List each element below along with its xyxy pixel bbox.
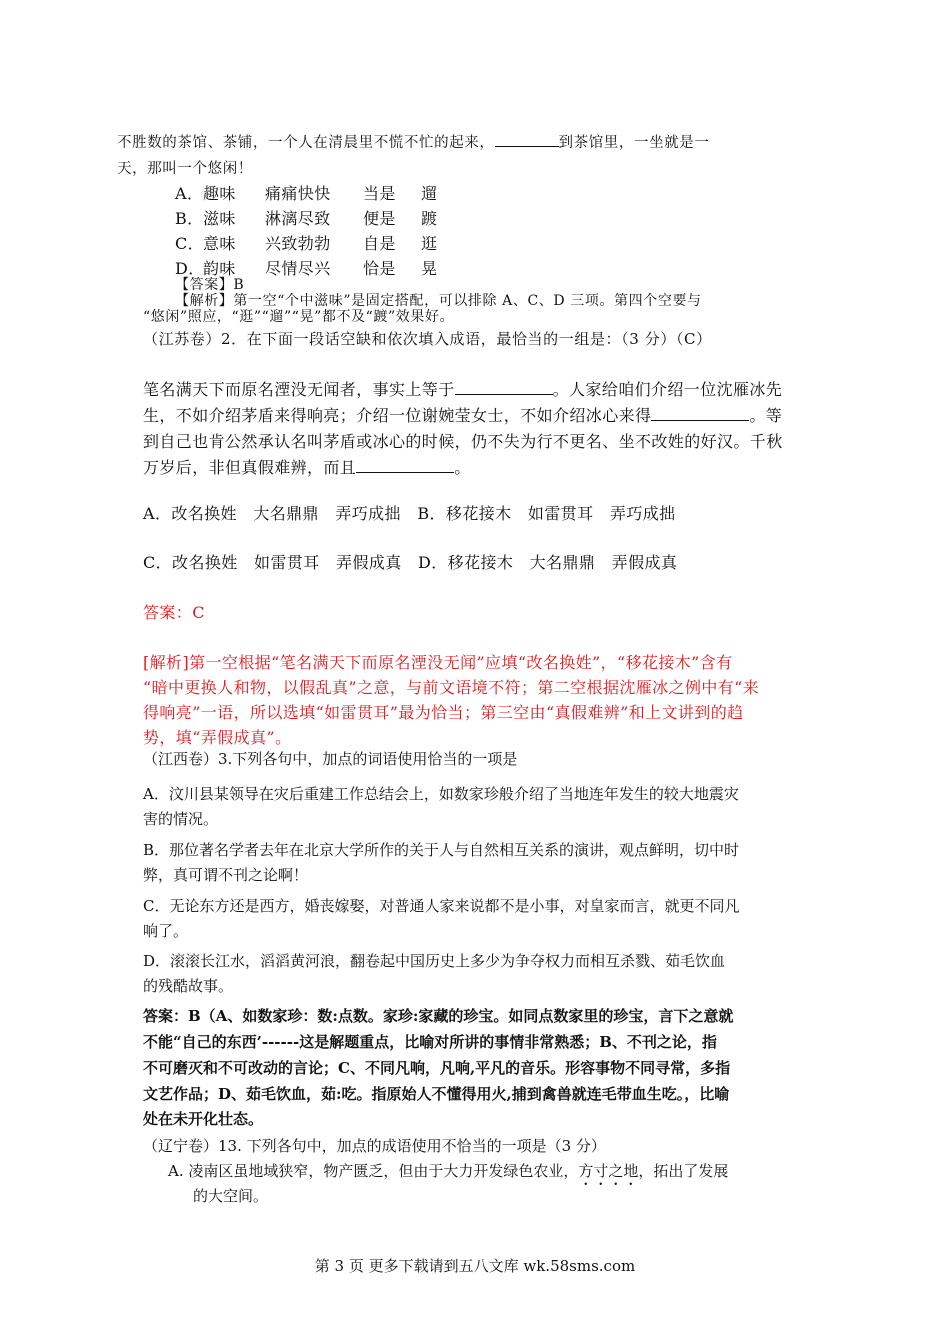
blank [356, 458, 454, 473]
q1-passage-line1: 不胜数的茶馆、茶铺，一个人在清晨里不慌不忙的起来， 到茶馆里，一坐就是一 [117, 131, 710, 152]
q1-option-c: C．意味 兴致勃勃 自是 逛 [175, 234, 438, 253]
q2-options-row1: A．改名换姓 大名鼎鼎 弄巧成拙 B．移花接木 如雷贯耳 弄巧成拙 [143, 504, 676, 523]
q3-option-d-line2: 的残酷故事。 [143, 977, 234, 995]
q2-passage-line1: 笔名满天下而原名湮没无闻者，事实上等于 。人家给咱们介绍一位沈雁冰先 [143, 380, 783, 399]
q2-answer: 答案：C [143, 603, 205, 622]
q3-option-b-line2: 弊，真可谓不刊之论啊！ [143, 866, 309, 884]
dotted-idiom: 方寸之地 [578, 1162, 639, 1180]
q1-analysis-line1: 【解析】第一空“个中滋味”是固定搭配，可以排除 A、C、D 三项。第四个空要与 [175, 293, 702, 309]
q2-options-row2: C．改名换姓 如雷贯耳 弄假成真 D．移花接木 大名鼎鼎 弄假成真 [143, 553, 678, 572]
q2-analysis-line3: 得响亮”一语，所以选填“如雷贯耳”最为恰当；第三空由“真假难辨”和上文讲到的趋 [143, 703, 744, 722]
q2-passage-line3: 到自己也肯公然承认名叫茅盾或冰心的时候，仍不失为行不更名、坐不改姓的好汉。千秋 [143, 432, 783, 451]
page-footer: 第 3 页 更多下载请到五八文库 wk.58sms.com [314, 1257, 636, 1275]
q3-header: （江西卷）3.下列各句中，加点的词语使用恰当的一项是 [143, 750, 518, 768]
q3-option-a-line1: A．汶川县某领导在灾后重建工作总结会上，如数家珍般介绍了当地连年发生的较大地震灾 [143, 785, 739, 803]
q2-header: （江苏卷）2．在下面一段话空缺和依次填入成语，最恰当的一组是：（3 分）（C） [143, 330, 712, 348]
q3-answer-line5: 处在未开化壮态。 [143, 1110, 264, 1128]
q1-option-d: D．韵味 尽情尽兴 恰是 晃 [175, 259, 438, 278]
q2-passage-line4: 万岁后，非但真假难辨，而且 。 [143, 458, 471, 477]
q3-answer-line1: 答案：B（A、如数家珍：数:点数。家珍:家藏的珍宝。如同点数家里的珍宝，言下之意就 [143, 1007, 734, 1025]
q2-analysis-line1: [解析]第一空根据“笔名满天下而原名湮没无闻”应填“改名换姓”，“移花接木”含有 [143, 653, 733, 672]
q13-option-a-line1: A. 凌南区虽地域狭窄，物产匮乏，但由于大力开发绿色农业，方寸之地，拓出了发展 [168, 1162, 729, 1180]
blank [651, 406, 749, 421]
q1-option-a: A．趣味 痛痛快快 当是 遛 [175, 184, 438, 203]
blank [455, 380, 553, 395]
q3-option-c-line1: C．无论东方还是西方，婚丧嫁娶，对普通人家来说都不是小事，对皇家而言，就更不同凡 [143, 897, 740, 915]
q3-answer-line3: 不可磨灭和不可改动的言论；C、不同凡响，凡响,平凡的音乐。形容事物不同寻常，多指 [143, 1059, 731, 1077]
q2-passage-line2: 生，不如介绍茅盾来得响亮；介绍一位谢婉莹女士，不如介绍冰心来得 。等 [143, 406, 783, 425]
q13-header: （辽宁卷）13. 下列各句中，加点的成语使用不恰当的一项是（3 分） [143, 1137, 606, 1155]
q1-answer: 【答案】B [175, 277, 245, 293]
q2-analysis-line4: 势，填“弄假成真”。 [143, 728, 292, 747]
q1-analysis-line2: “悠闲”照应，“逛”“遛”“晃”都不及“踱”效果好。 [143, 309, 455, 325]
q1-passage-line2: 天，那叫一个悠闲！ [117, 161, 253, 177]
q3-answer-line2: 不能“自己的东西’------这是解题重点，比喻对所讲的事情非常熟悉；B、不刊之论，指 [143, 1033, 717, 1051]
q3-option-c-line2: 响了。 [143, 922, 189, 940]
blank [495, 132, 559, 147]
q3-option-b-line1: B．那位著名学者去年在北京大学所作的关于人与自然相互关系的演讲，观点鲜明，切中时 [143, 841, 740, 859]
q3-answer-line4: 文艺作品；D、茹毛饮血，茹:吃。指原始人不懂得用火,捕到禽兽就连毛带血生吃。，比喻 [143, 1085, 730, 1103]
q3-option-d-line1: D．滚滚长江水，滔滔黄河浪，翻卷起中国历史上多少为争夺权力而相互杀戮、茹毛饮血 [143, 952, 726, 970]
q13-option-a-line2: 的大空间。 [193, 1187, 269, 1205]
q1-option-b: B．滋味 淋漓尽致 便是 踱 [175, 209, 438, 228]
q2-analysis-line2: “暗中更换人和物，以假乱真”之意，与前文语境不符；第二空根据沈雁冰之例中有“来 [143, 678, 760, 697]
q3-option-a-line2: 害的情况。 [143, 810, 219, 828]
